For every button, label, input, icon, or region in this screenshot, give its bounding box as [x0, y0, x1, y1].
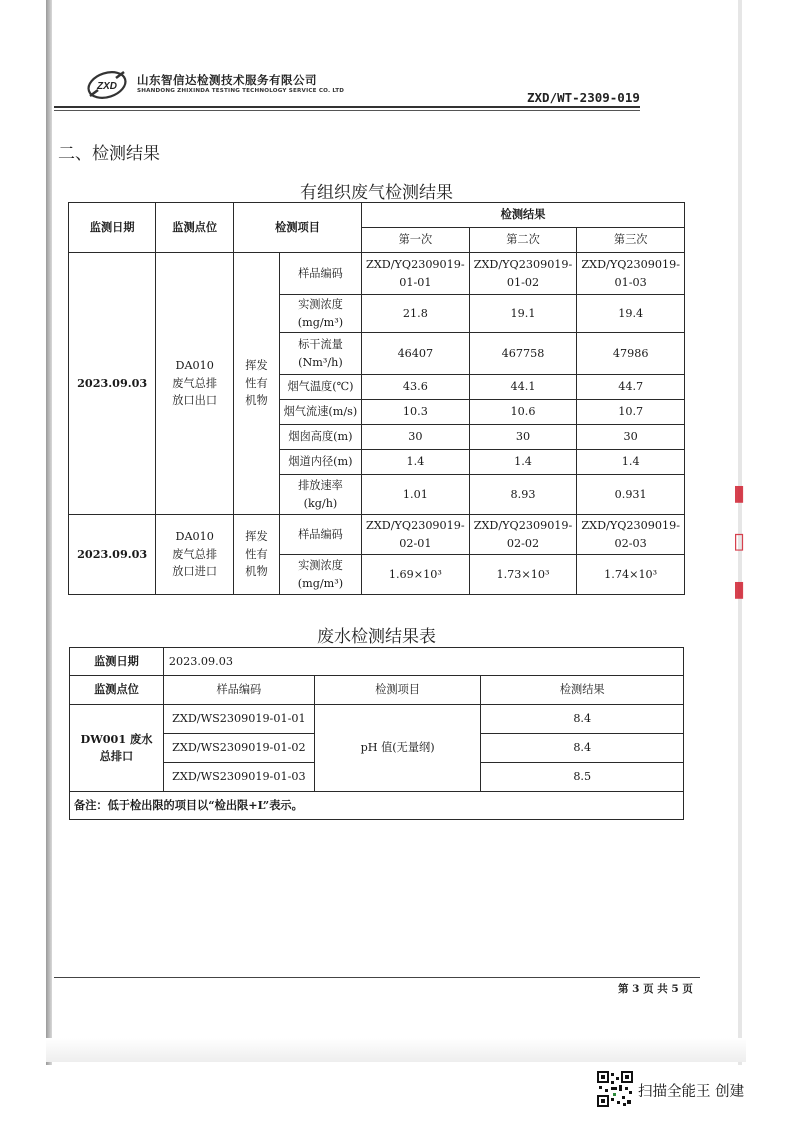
- company-name-cn: 山东智信达检测技术服务有限公司: [137, 73, 317, 87]
- outlet-param: 实测浓度(mg/m³): [279, 295, 361, 333]
- scan-bottom-shadow: [46, 1038, 746, 1062]
- inlet-param: 实测浓度(mg/m³): [279, 555, 361, 595]
- water-result: 8.4: [481, 705, 684, 734]
- outlet-value: 467758: [469, 333, 577, 375]
- inlet-value: ZXD/YQ2309019-02-02: [469, 515, 577, 555]
- outlet-param: 烟气流速(m/s): [279, 400, 361, 425]
- water-result: 8.5: [481, 763, 684, 792]
- scanner-watermark: 扫描全能王 创建: [638, 1084, 745, 1100]
- outlet-value: 1.4: [577, 450, 685, 475]
- header-rule-thin: [54, 110, 640, 111]
- header-result: 检测结果: [362, 203, 685, 228]
- seal-stamp-fragment: ▮ ▯ ▮: [733, 481, 746, 602]
- outlet-param: 烟道内径(m): [279, 450, 361, 475]
- inlet-date: 2023.09.03: [69, 515, 156, 595]
- outlet-value: 30: [362, 425, 470, 450]
- outlet-value: ZXD/YQ2309019-01-03: [577, 253, 685, 295]
- scan-edge-left: [46, 0, 52, 1065]
- header-point: 监测点位: [156, 203, 234, 253]
- outlet-value: 1.4: [362, 450, 470, 475]
- water-code: ZXD/WS2309019-01-02: [163, 734, 314, 763]
- outlet-value: 1.4: [469, 450, 577, 475]
- header-first: 第一次: [362, 228, 470, 253]
- outlet-value: 10.3: [362, 400, 470, 425]
- water-result-table: [69, 647, 684, 820]
- outlet-value: ZXD/YQ2309019-01-02: [469, 253, 577, 295]
- header-date: 监测日期: [69, 203, 156, 253]
- outlet-pollutant: 挥发性有机物: [234, 253, 280, 515]
- water-date-label: 监测日期: [70, 648, 164, 676]
- water-date-value: 2023.09.03: [163, 648, 683, 676]
- gas-result-table: [68, 202, 685, 595]
- water-result: 8.4: [481, 734, 684, 763]
- header-rule: [54, 106, 640, 108]
- outlet-value: 46407: [362, 333, 470, 375]
- water-header-code: 样品编码: [163, 676, 314, 705]
- header-second: 第二次: [469, 228, 577, 253]
- water-point: DW001 废水总排口: [70, 705, 164, 792]
- outlet-value: 30: [469, 425, 577, 450]
- water-header-point: 监测点位: [70, 676, 164, 705]
- outlet-value: 8.93: [469, 475, 577, 515]
- inlet-value: ZXD/YQ2309019-02-01: [362, 515, 470, 555]
- logo-text: ZXD: [97, 81, 117, 92]
- outlet-value: 19.1: [469, 295, 577, 333]
- outlet-param: 烟囱高度(m): [279, 425, 361, 450]
- gas-table-title: 有组织废气检测结果: [300, 183, 453, 203]
- water-header-item: 检测项目: [314, 676, 481, 705]
- outlet-param: 样品编码: [279, 253, 361, 295]
- water-header-result: 检测结果: [481, 676, 684, 705]
- section-title: 二、检测结果: [58, 144, 160, 164]
- inlet-param: 样品编码: [279, 515, 361, 555]
- outlet-value: 10.6: [469, 400, 577, 425]
- outlet-value: 44.7: [577, 375, 685, 400]
- outlet-param: 标干流量(Nm³/h): [279, 333, 361, 375]
- outlet-point: DA010 废气总排放口出口: [156, 253, 234, 515]
- inlet-point: DA010 废气总排放口进口: [156, 515, 234, 595]
- outlet-value: 1.01: [362, 475, 470, 515]
- report-number: ZXD/WT-2309-019: [527, 90, 640, 105]
- company-logo: [84, 66, 130, 104]
- outlet-value: 44.1: [469, 375, 577, 400]
- outlet-param: 烟气温度(℃): [279, 375, 361, 400]
- qr-code-icon: [597, 1071, 633, 1107]
- water-code: ZXD/WS2309019-01-03: [163, 763, 314, 792]
- outlet-param: 排放速率(kg/h): [279, 475, 361, 515]
- water-table-title: 废水检测结果表: [317, 627, 436, 647]
- water-note: 备注：低于检出限的项目以“检出限+L”表示。: [70, 792, 684, 820]
- water-item: pH 值(无量纲): [314, 705, 481, 792]
- water-code: ZXD/WS2309019-01-01: [163, 705, 314, 734]
- outlet-value: 21.8: [362, 295, 470, 333]
- outlet-value: 0.931: [577, 475, 685, 515]
- page-number: 第 3 页 共 5 页: [618, 983, 693, 995]
- outlet-date: 2023.09.03: [69, 253, 156, 515]
- inlet-value: 1.69×10³: [362, 555, 470, 595]
- inlet-value: 1.73×10³: [469, 555, 577, 595]
- header-third: 第三次: [577, 228, 685, 253]
- outlet-value: 10.7: [577, 400, 685, 425]
- header-item: 检测项目: [234, 203, 362, 253]
- outlet-value: 19.4: [577, 295, 685, 333]
- inlet-value: 1.74×10³: [577, 555, 685, 595]
- inlet-pollutant: 挥发性有机物: [234, 515, 280, 595]
- company-name-en: SHANDONG ZHIXINDA TESTING TECHNOLOGY SERVICE CO. LTD: [137, 88, 345, 94]
- outlet-value: ZXD/YQ2309019-01-01: [362, 253, 470, 295]
- outlet-value: 47986: [577, 333, 685, 375]
- inlet-value: ZXD/YQ2309019-02-03: [577, 515, 685, 555]
- outlet-value: 43.6: [362, 375, 470, 400]
- outlet-value: 30: [577, 425, 685, 450]
- footer-rule: [54, 977, 700, 978]
